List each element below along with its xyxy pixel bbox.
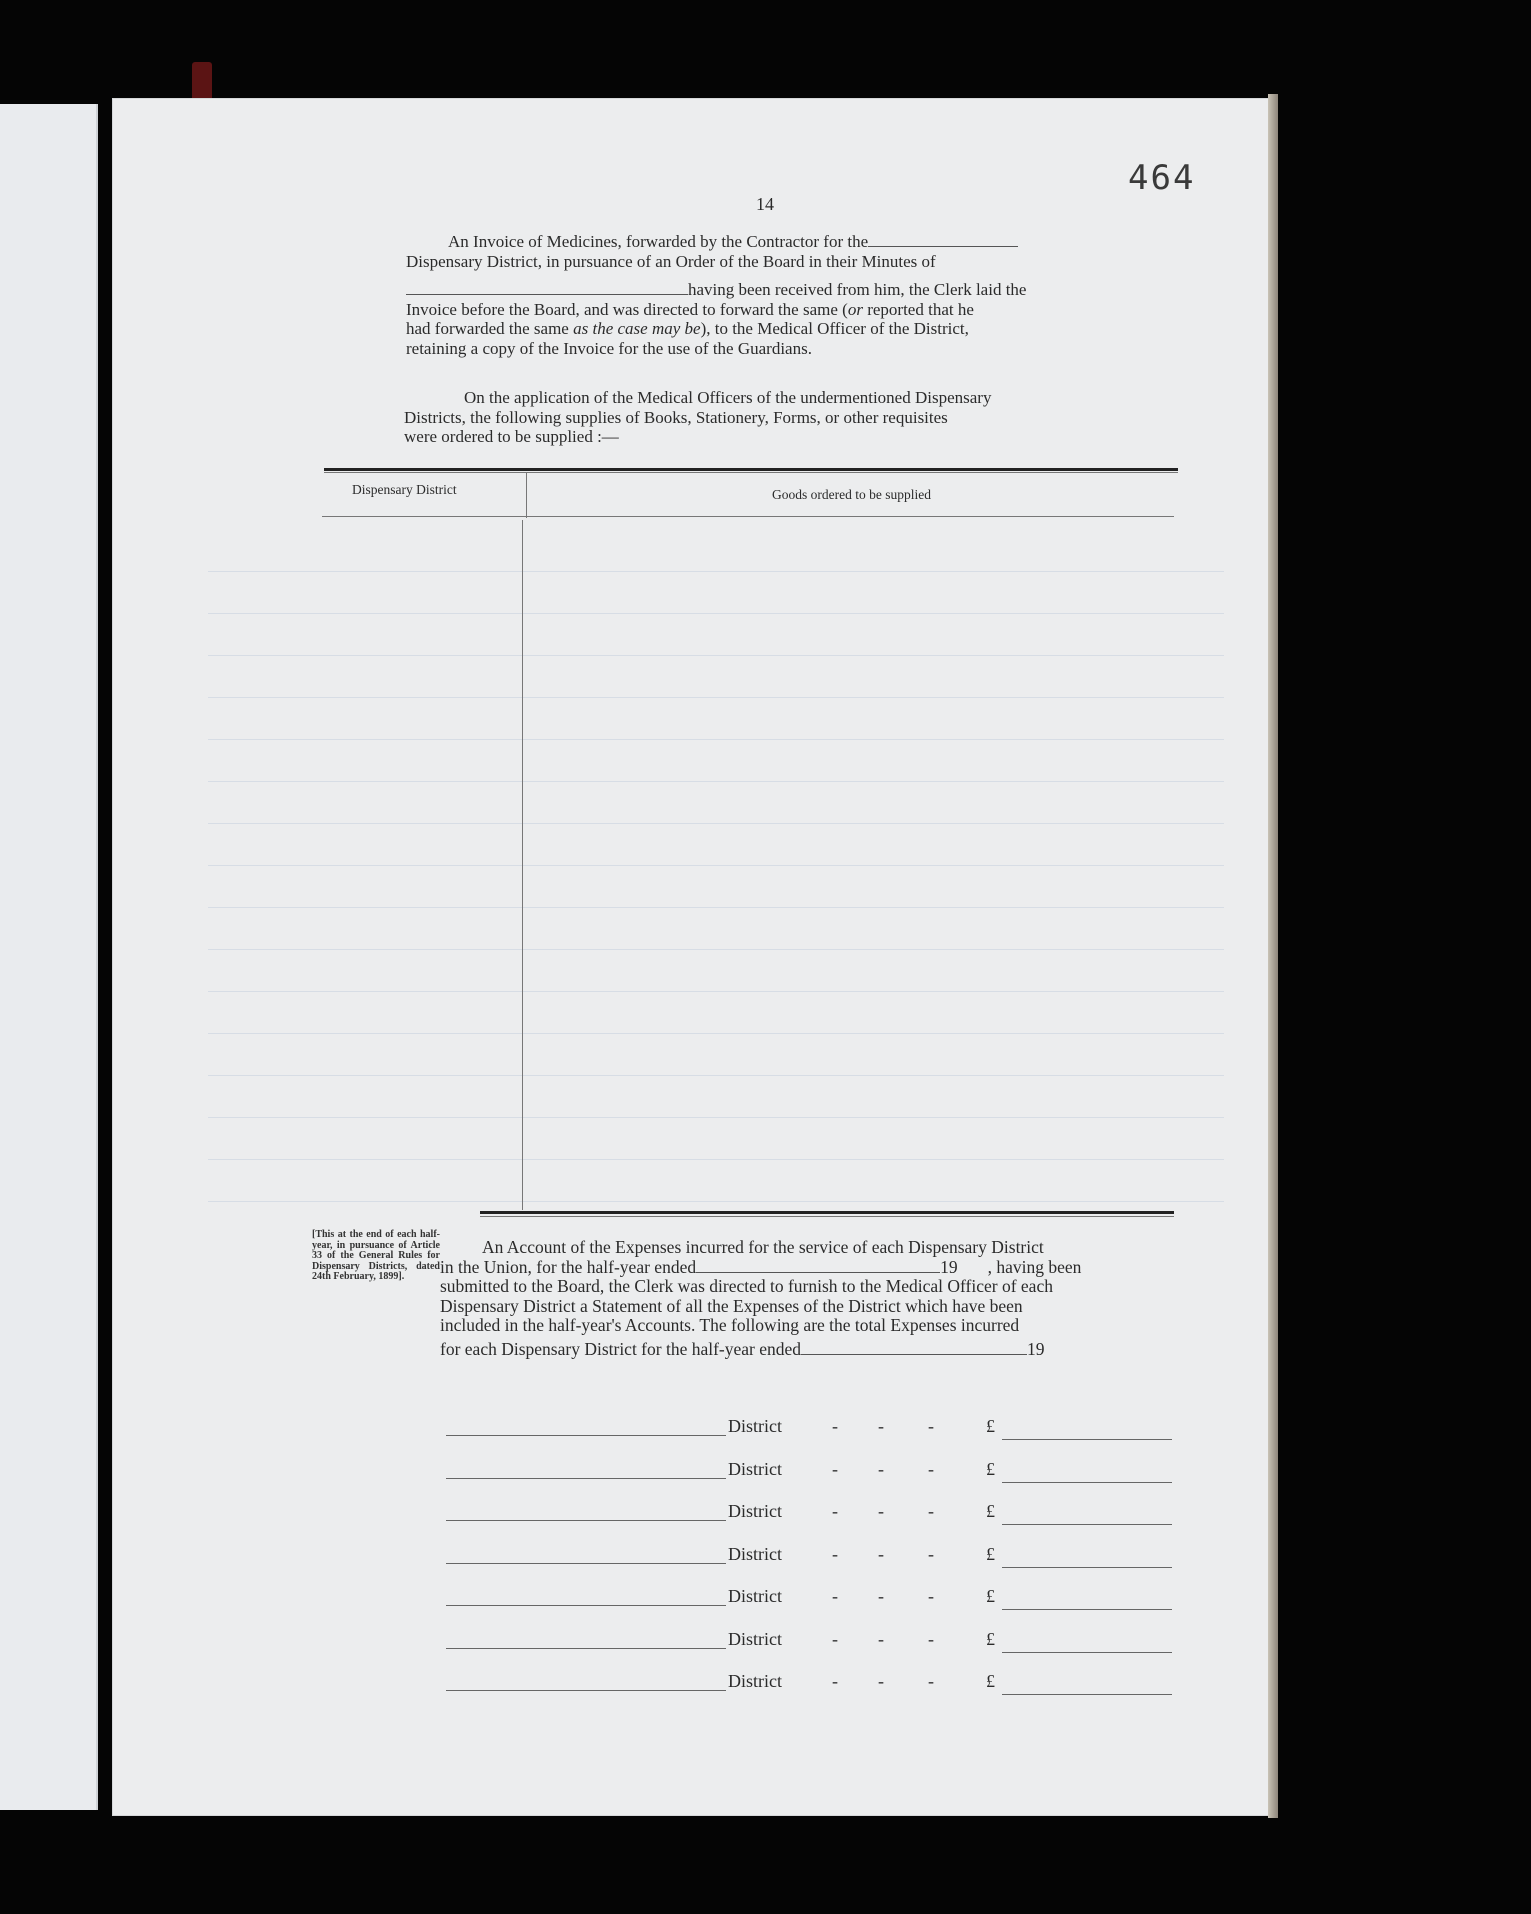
district-label: District <box>728 1671 782 1691</box>
dash-leader: - <box>832 1628 838 1649</box>
district-row <box>446 1586 1174 1610</box>
supplies-line-3: were ordered to be supplied :— <box>404 427 619 446</box>
pound-sign: £ <box>986 1543 995 1564</box>
dispensary-district-header: Dispensary District <box>352 482 457 497</box>
invoice-line-5-italic: as the case may be <box>573 319 701 338</box>
dash-leader: - <box>832 1501 838 1521</box>
half-year-blank-2 <box>801 1354 1027 1355</box>
invoice-line-4: Invoice before the Board, and was directed to forward the same ( <box>406 299 848 319</box>
amount-blank <box>1002 1652 1172 1653</box>
supplies-paragraph <box>404 388 1118 447</box>
expenses-line-4: Dispensary District a Statement of all the Expenses of the District which have been <box>440 1295 1023 1316</box>
district-label: District <box>728 1586 782 1606</box>
invoice-line-2: Dispensary District, in pursuance of an Order of the Board in their Minutes of <box>406 251 936 271</box>
goods-ordered-header: Goods ordered to be supplied <box>772 487 931 502</box>
dash-leader: - <box>928 1628 934 1649</box>
dash-leader: - <box>928 1501 934 1521</box>
district-label: District <box>728 1543 782 1564</box>
page-edge <box>1268 94 1278 1818</box>
table-bottom-rule-thin <box>480 1216 1174 1217</box>
half-year-blank <box>696 1272 940 1273</box>
dash-leader: - <box>928 1586 934 1606</box>
folio-number: 14 <box>756 194 774 214</box>
expenses-line-1: An Account of the Expenses incurred for the service of each Dispensary District <box>482 1237 1044 1257</box>
table-column-divider <box>522 520 523 1210</box>
table-ruled-lines <box>208 530 1224 1210</box>
district-row <box>446 1544 1174 1568</box>
pound-sign: £ <box>986 1458 995 1479</box>
supplies-line-2: Districts, the following supplies of Books, Stationery, Forms, or other requisites <box>404 407 948 427</box>
district-label: District <box>728 1458 782 1479</box>
expenses-line-3: submitted to the Board, the Clerk was directed to furnish to the Medical Officer of each <box>440 1276 1053 1296</box>
pound-sign: £ <box>986 1416 995 1436</box>
expenses-line-6: for each Dispensary District for the half-year ended <box>440 1338 802 1359</box>
expenses-line-2-year: 19 <box>940 1256 958 1277</box>
district-row <box>446 1671 1174 1695</box>
dash-leader: - <box>928 1458 934 1479</box>
dash-leader: - <box>878 1416 884 1436</box>
dash-leader: - <box>878 1458 884 1479</box>
pound-sign: £ <box>986 1628 995 1649</box>
invoice-line-6: retaining a copy of the Invoice for the use of the Guardians. <box>406 338 812 358</box>
expenses-line-2: in the Union, for the half-year ended <box>440 1256 697 1277</box>
invoice-line-5: had forwarded the same <box>406 319 574 338</box>
amount-blank <box>1002 1524 1172 1525</box>
dash-leader: - <box>832 1586 838 1606</box>
table-bottom-rule <box>480 1211 1174 1214</box>
margin-sidenote: [This at the end of each half-year, in pursuance of Article 33 of the General Rules for Dispensary Districts, dated 24th February, 1899]. <box>312 1229 440 1282</box>
dash-leader: - <box>878 1586 884 1606</box>
invoice-line-1: An Invoice of Medicines, forwarded by the Contractor for the <box>448 232 869 251</box>
minutes-blank <box>406 294 688 295</box>
pound-sign: £ <box>986 1671 995 1691</box>
district-row <box>446 1629 1174 1653</box>
amount-blank <box>1002 1567 1172 1568</box>
district-name-blank <box>446 1435 726 1436</box>
dash-leader: - <box>832 1458 838 1479</box>
dash-leader: - <box>878 1543 884 1564</box>
dash-leader: - <box>832 1671 838 1691</box>
amount-blank <box>1002 1439 1172 1440</box>
district-name-blank <box>446 1520 726 1521</box>
pound-sign: £ <box>986 1501 995 1521</box>
district-label: District <box>728 1628 782 1649</box>
expenses-line-6-year: 19 <box>1027 1338 1045 1359</box>
table-top-rule-thin <box>324 472 1178 473</box>
invoice-line-5-end: ), to the Medical Officer of the District, <box>700 319 969 338</box>
district-row <box>446 1501 1174 1525</box>
table-top-rule <box>324 468 1178 471</box>
district-label: District <box>728 1501 782 1521</box>
dash-leader: - <box>878 1501 884 1521</box>
district-name-blank <box>446 1605 726 1606</box>
amount-blank <box>1002 1609 1172 1610</box>
invoice-line-4-italic: or <box>847 299 863 319</box>
dash-leader: - <box>878 1671 884 1691</box>
district-row <box>446 1459 1174 1483</box>
facing-page <box>0 104 98 1810</box>
dash-leader: - <box>832 1543 838 1564</box>
amount-blank <box>1002 1482 1172 1483</box>
expenses-line-5: included in the half-year's Accounts. The following are the total Expenses incurred <box>440 1315 1020 1335</box>
contractor-blank <box>868 246 1018 247</box>
table-header-rule <box>322 516 1174 517</box>
district-name-blank <box>446 1478 726 1479</box>
dash-leader: - <box>832 1416 838 1436</box>
dash-leader: - <box>928 1543 934 1564</box>
invoice-line-3: having been received from him, the Clerk laid the <box>688 280 1027 299</box>
table-header-divider <box>526 472 527 518</box>
expenses-line-2-end: , having been <box>987 1256 1082 1277</box>
pound-sign: £ <box>986 1586 995 1606</box>
district-name-blank <box>446 1563 726 1564</box>
invoice-line-4-end: reported that he <box>862 299 974 319</box>
supplies-line-1: On the application of the Medical Officers of the undermentioned Dispensary <box>464 388 992 407</box>
district-name-blank <box>446 1690 726 1691</box>
amount-blank <box>1002 1694 1172 1695</box>
dash-leader: - <box>928 1416 934 1436</box>
district-label: District <box>728 1416 782 1436</box>
dash-leader: - <box>878 1628 884 1649</box>
invoice-paragraph <box>406 232 1126 358</box>
page-number: 464 <box>1128 158 1196 198</box>
district-name-blank <box>446 1648 726 1649</box>
expenses-paragraph <box>440 1238 1172 1359</box>
district-row <box>446 1416 1174 1440</box>
dash-leader: - <box>928 1671 934 1691</box>
